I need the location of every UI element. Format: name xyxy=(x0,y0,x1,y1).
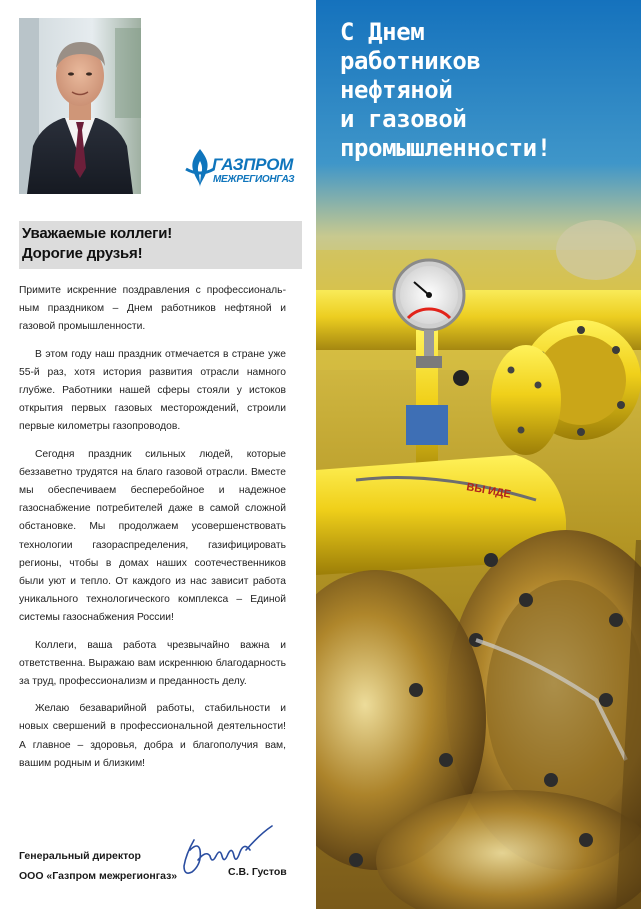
letter-body xyxy=(19,282,286,782)
letter-paragraph: Сегодня праздник сильных людей, которые беззаветно трудятся на благо газовой отрасли. Вместе мы обеспечиваем бесперебойное и надежное газоснабжение потребителей даже в самой сложной обстановке. Мы продолжаем усовершенствовать технологии газораспределения, газифицировать регионы, чтобы в домах наших соотечественников были уют и тепло. От каждого из нас зависит работа уникального технологического комплекса – Единой системы газоснабжения России! xyxy=(19,448,286,624)
headline-line: промышленности! xyxy=(340,134,551,162)
headline-line: и газовой xyxy=(340,105,467,133)
signatory-company: ООО «Газпром межрегионгаз» xyxy=(19,870,178,882)
portrait-illustration xyxy=(19,18,141,194)
headline-line: С Днем xyxy=(340,18,425,46)
letter-paragraph: В этом году наш праздник отмечается в стране уже 55-й раз, хотя история развития отрасли намного глубже. Работники нашей сферы стояли у истоков открытия первых газовых месторождений, строили первые километры газопроводов. xyxy=(19,348,286,433)
logo-name: ГАЗПРОМ xyxy=(212,155,293,174)
greeting-box xyxy=(19,221,302,269)
director-portrait xyxy=(19,18,141,194)
signatory-block xyxy=(19,846,177,886)
signatory-name: С.В. Густов xyxy=(228,866,287,878)
letter-paragraph: Примите искренние поздравления с профессиональным праздником – Днем работников нефтяной и газовой промышленности. xyxy=(19,285,286,333)
headline-line: нефтяной xyxy=(340,76,453,104)
greeting-line-2: Дорогие друзья! xyxy=(22,245,143,262)
letter-paragraph: Желаю безаварийной работы, стабильности и новых свершений в профессиональной деятельности! А главное – здоровья, добра и благополучия вам, вашим родным и близким! xyxy=(19,703,286,769)
headline-line: работников xyxy=(340,47,481,75)
gazprom-logo xyxy=(182,143,317,193)
logo-subtitle: МЕЖРЕГИОНГАЗ xyxy=(213,174,295,185)
greeting-line-1: Уважаемые коллеги! xyxy=(22,225,173,242)
headline xyxy=(340,18,630,163)
pipe-label: ВЫ ИДЕ xyxy=(465,481,512,501)
signatory-position: Генеральный директор xyxy=(19,850,141,862)
letter-paragraph: Коллеги, ваша работа чрезвычайно важна и ответственна. Выражаю вам искреннюю благодарность за труд, профессионализм и преданность делу. xyxy=(19,639,286,688)
